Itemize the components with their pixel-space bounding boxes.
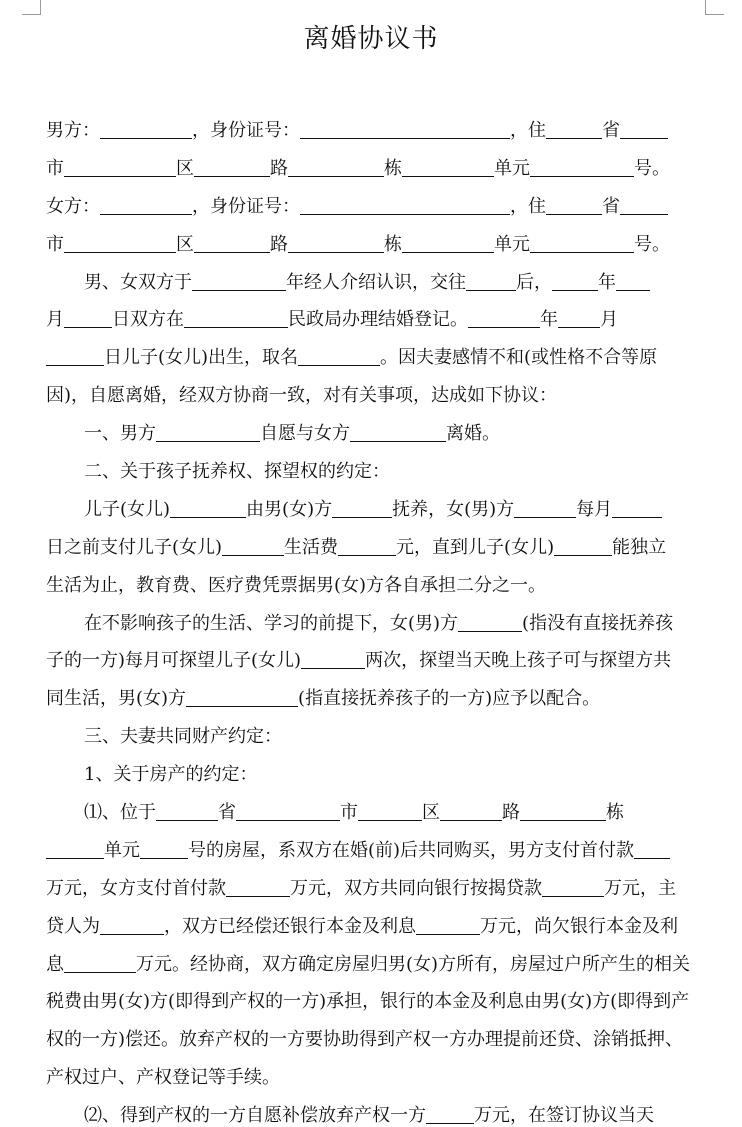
line-text: 权的一方)偿还。放弃产权的一方要协助得到产权一方办理提前还贷、涂销抵押、: [46, 1029, 684, 1051]
line-text: 月: [46, 309, 64, 331]
line-text: 栋: [606, 802, 624, 824]
blank-field[interactable]: [156, 800, 218, 821]
line-text: 贷人为: [46, 915, 100, 937]
blank-field[interactable]: [140, 838, 188, 859]
line-text: (指直接抚养孩子的一方)应予以配合。: [298, 688, 601, 710]
line-text: 万元，主: [604, 877, 676, 899]
line-text: 。因夫妻感情不和(或性格不合等原: [380, 347, 658, 369]
page-corner-mark-left: [22, 0, 41, 15]
line-text: 万元，双方共同向银行按揭贷款: [290, 877, 542, 899]
line-text: 号。: [634, 157, 670, 179]
line-text: 男、女双方于: [84, 271, 192, 293]
blank-field[interactable]: [186, 686, 298, 707]
line-text: 区: [176, 157, 194, 179]
line-text: 一、男方: [84, 423, 156, 445]
line-text: 省: [602, 120, 620, 141]
line-text: 税费由男(女)方(即得到产权的一方)承担，银行的本金及利息由男(女)方(即得到产: [46, 991, 690, 1013]
line-text: 市: [46, 157, 64, 179]
line-text: 息: [46, 953, 64, 975]
line-text: 万元。经协商，双方确定房屋归男(女)方所有，房屋过户所产生的相关: [136, 953, 691, 975]
line-text: 号的房屋，系双方在婚(前)后共同购买，男方支付首付款: [188, 839, 635, 861]
text-line: [46, 605, 712, 643]
line-text: 同生活，男(女)方: [46, 688, 187, 710]
blank-field[interactable]: [64, 156, 176, 177]
blank-field[interactable]: [236, 800, 340, 821]
line-text: 日儿子(女儿)出生，取名: [104, 347, 299, 369]
text-line: [46, 529, 712, 567]
text-line: [46, 983, 712, 1021]
blank-field[interactable]: [468, 307, 540, 328]
text-line: [46, 339, 712, 377]
line-text: 因)，自愿离婚，经双方协商一致，对有关事项，达成如下协议：: [46, 385, 558, 407]
blank-field[interactable]: [440, 800, 502, 821]
line-text: 产权过户、产权登记等手续。: [46, 1067, 280, 1089]
blank-field[interactable]: [612, 497, 662, 518]
blank-field[interactable]: [620, 118, 668, 139]
agreement-body: [46, 112, 712, 1127]
blank-field[interactable]: [466, 270, 516, 291]
line-text: 子的一方)每月可探望儿子(女儿): [46, 650, 302, 672]
blank-field[interactable]: [194, 156, 270, 177]
line-text: 自愿与女方: [260, 423, 350, 445]
blank-field[interactable]: [530, 232, 634, 253]
blank-field[interactable]: [64, 232, 176, 253]
line-text: ⑴、位于: [84, 802, 156, 824]
blank-field[interactable]: [520, 800, 606, 821]
blank-field[interactable]: [554, 535, 612, 556]
blank-field[interactable]: [338, 535, 396, 556]
text-line: [46, 756, 712, 794]
text-line: [46, 794, 712, 832]
text-line: [46, 491, 712, 529]
blank-field[interactable]: [298, 345, 380, 366]
blank-field[interactable]: [514, 497, 576, 518]
line-text: 生活为止，教育费、医疗费凭票据男(女)方各自承担二分之一。: [46, 574, 547, 596]
line-text: ，双方已经偿还银行本金及利息: [164, 915, 416, 937]
line-text: 民政局办理结婚登记。: [288, 309, 468, 331]
blank-field[interactable]: [558, 307, 600, 328]
line-text: 单元: [104, 839, 140, 861]
text-line: [46, 870, 712, 908]
text-line: [46, 415, 712, 453]
blank-field[interactable]: [100, 194, 192, 215]
line-text: 省: [602, 195, 620, 217]
blank-field[interactable]: [46, 345, 104, 366]
line-text: 两次，探望当天晚上孩子可与探望方共: [365, 650, 672, 672]
page-corner-mark-right: [705, 0, 724, 15]
line-text: 号。: [634, 233, 670, 255]
blank-field[interactable]: [552, 270, 598, 291]
text-line: [46, 1059, 712, 1097]
text-line: [46, 946, 712, 984]
line-text: 二、关于孩子抚养权、探望权的约定：: [84, 461, 390, 483]
line-text: 元，直到儿子(女儿): [396, 536, 555, 558]
text-line: [46, 150, 712, 188]
blank-field[interactable]: [416, 914, 480, 935]
line-text: 路: [270, 157, 288, 179]
line-text: 单元: [494, 233, 530, 255]
line-text: 路: [270, 233, 288, 255]
line-text: 抚养，女(男)方: [392, 498, 515, 520]
blank-field[interactable]: [402, 232, 494, 253]
blank-field[interactable]: [546, 118, 602, 139]
line-text: 生活费: [284, 536, 339, 558]
blank-field[interactable]: [616, 270, 650, 291]
text-line: [46, 908, 712, 946]
blank-field[interactable]: [226, 876, 290, 897]
line-text: 市: [46, 233, 64, 255]
line-text: ，身份证号：: [192, 120, 300, 141]
line-text: 三、夫妻共同财产约定：: [84, 726, 282, 748]
line-text: ，住: [510, 120, 546, 141]
text-line: [46, 680, 712, 718]
line-text: 女方：: [46, 195, 100, 217]
blank-field[interactable]: [530, 156, 634, 177]
line-text: 在不影响孩子的生活、学习的前提下，女(男)方: [84, 612, 459, 634]
line-text: ⑵、得到产权的一方自愿补偿放弃产权一方: [84, 1105, 426, 1127]
line-text: (指没有直接抚养孩: [522, 612, 674, 634]
text-line: [46, 112, 712, 150]
line-text: 日之前支付儿子(女儿): [46, 536, 223, 558]
line-text: 万元，女方支付首付款: [46, 877, 226, 899]
blank-field[interactable]: [300, 194, 510, 215]
blank-field[interactable]: [170, 497, 246, 518]
line-text: 年经人介绍认识，交往: [286, 271, 466, 293]
line-text: 月: [600, 309, 618, 331]
text-line: [46, 226, 712, 264]
blank-field[interactable]: [46, 838, 104, 859]
line-text: 万元，在签订协议当天: [474, 1105, 654, 1127]
line-text: 每月: [576, 498, 613, 520]
text-line: [46, 377, 712, 415]
line-text: 栋: [384, 157, 402, 179]
blank-field[interactable]: [634, 838, 670, 859]
text-line: [46, 832, 712, 870]
blank-field[interactable]: [192, 270, 286, 291]
line-text: 单元: [494, 157, 530, 179]
blank-field[interactable]: [332, 497, 392, 518]
text-line: [46, 718, 712, 756]
line-text: 儿子(女儿): [84, 498, 171, 520]
blank-field[interactable]: [426, 1103, 474, 1124]
line-text: 年: [540, 309, 558, 331]
line-text: 区: [422, 802, 440, 824]
text-line: [46, 301, 712, 339]
blank-field[interactable]: [222, 535, 284, 556]
line-text: 后，: [516, 271, 552, 293]
blank-field[interactable]: [64, 952, 136, 973]
line-text: 由男(女)方: [246, 498, 333, 520]
blank-field[interactable]: [620, 194, 668, 215]
text-line: [46, 567, 712, 605]
line-text: 能独立: [612, 536, 667, 558]
blank-field[interactable]: [458, 611, 522, 632]
blank-field[interactable]: [184, 307, 288, 328]
text-line: [46, 453, 712, 491]
blank-field[interactable]: [156, 421, 260, 442]
document-title: 离婚协议书: [303, 24, 439, 54]
blank-field[interactable]: [64, 307, 112, 328]
blank-field[interactable]: [300, 118, 510, 139]
line-text: 男方：: [46, 120, 100, 141]
line-text: 省: [218, 802, 236, 824]
blank-field[interactable]: [288, 156, 384, 177]
line-text: 年: [598, 271, 616, 293]
blank-field[interactable]: [350, 421, 446, 442]
blank-field[interactable]: [542, 876, 604, 897]
text-line: [46, 642, 712, 680]
blank-field[interactable]: [402, 156, 494, 177]
line-text: 栋: [384, 233, 402, 255]
text-line: [46, 1097, 712, 1127]
text-line: [46, 188, 712, 226]
line-text: 离婚。: [446, 423, 500, 445]
blank-field[interactable]: [100, 118, 192, 139]
line-text: 1、关于房产的约定：: [84, 764, 258, 786]
line-text: 区: [176, 233, 194, 255]
line-text: 市: [340, 802, 358, 824]
line-text: ，身份证号：: [192, 195, 300, 217]
text-line: [46, 1021, 712, 1059]
line-text: 日双方在: [112, 309, 184, 331]
line-text: ，住: [510, 195, 546, 217]
blank-field[interactable]: [546, 194, 602, 215]
line-text: 路: [502, 802, 520, 824]
blank-field[interactable]: [288, 232, 384, 253]
line-text: 万元，尚欠银行本金及利: [480, 915, 678, 937]
blank-field[interactable]: [358, 800, 422, 821]
text-line: [46, 264, 712, 302]
blank-field[interactable]: [194, 232, 270, 253]
blank-field[interactable]: [301, 648, 365, 669]
blank-field[interactable]: [100, 914, 164, 935]
